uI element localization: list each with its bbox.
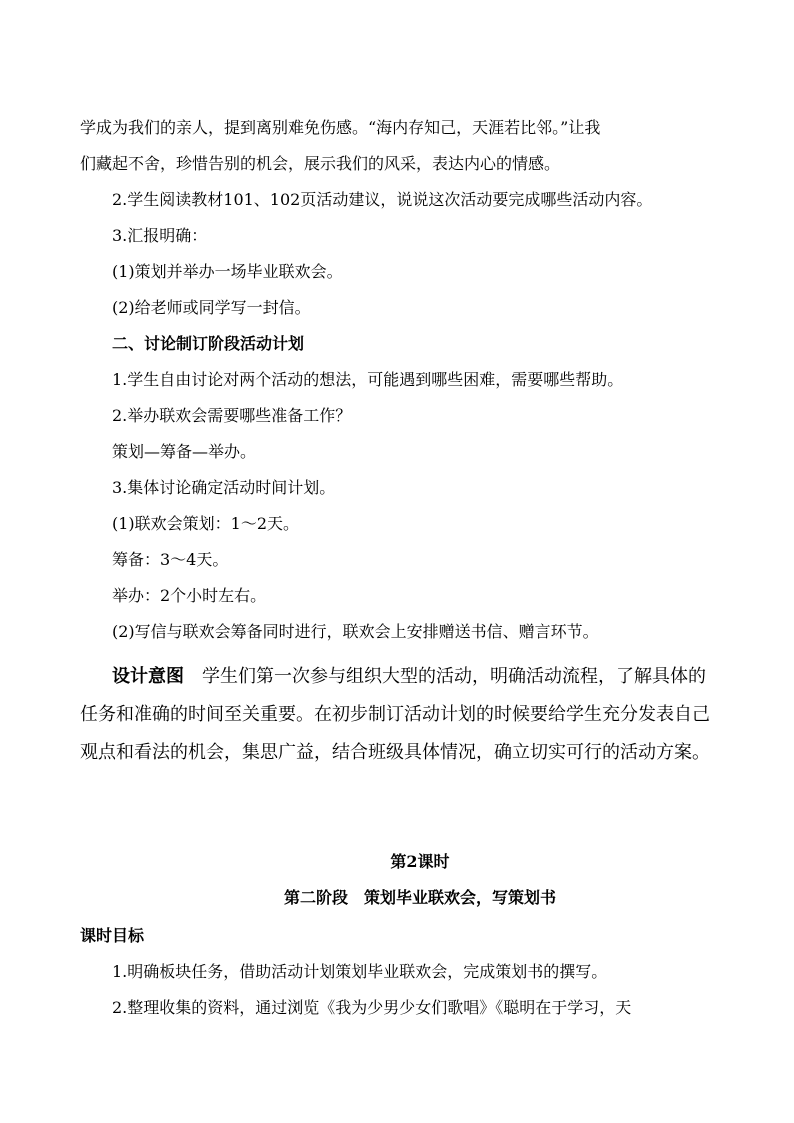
objectives-heading: 课时目标 [80, 926, 145, 945]
design-intent-label: 设计意图 [112, 666, 184, 687]
lesson-subtitle: 第二阶段 策划毕业联欢会，写策划书 [283, 888, 556, 907]
list-item: 3.集体讨论确定活动时间计划。 [112, 478, 336, 497]
list-item: 1.学生自由讨论对两个活动的想法，可能遇到哪些困难，需要哪些帮助。 [112, 370, 624, 389]
paragraph-line: 们藏起不舍，珍惜告别的机会，展示我们的风采，表达内心的情感。 [80, 154, 561, 173]
list-item: (2)写信与联欢会筹备同时进行，联欢会上安排赠送书信、赠言环节。 [112, 622, 599, 641]
list-item: (1)联欢会策划：1～2天。 [112, 514, 300, 533]
list-item: 2.学生阅读教材101、102页活动建议，说说这次活动要完成哪些活动内容。 [112, 190, 653, 209]
lesson-title: 第2课时 [390, 852, 450, 871]
objective-item: 1.明确板块任务，借助活动计划策划毕业联欢会，完成策划书的撰写。 [112, 962, 608, 981]
design-intent-block [80, 658, 720, 772]
section-heading: 二、讨论制订阶段活动计划 [112, 334, 305, 353]
list-item: 筹备：3～4天。 [112, 550, 229, 569]
paragraph-line: 学成为我们的亲人，提到离别难免伤感。“海内存知己，天涯若比邻。”让我 [80, 118, 601, 137]
list-item: 2.举办联欢会需要哪些准备工作？ [112, 406, 352, 425]
list-item: (2)给老师或同学写一封信。 [112, 298, 311, 317]
list-item: 3.汇报明确： [112, 226, 208, 245]
design-intent-text: 学生们第一次参与组织大型的活动，明确活动流程，了解具体的任务和准确的时间至关重要。在初步制订活动计划的时候要给学生充分发表自己观点和看法的机会，集思广益，结合班级具体情况，确立切实可行的活动方案。 [80, 666, 710, 763]
objective-item: 2.整理收集的资料，通过浏览《我为少男少女们歌唱》《聪明在于学习，天 [112, 998, 632, 1017]
list-item: (1)策划并举办一场毕业联欢会。 [112, 262, 343, 281]
list-item: 举办：2个小时左右。 [112, 586, 267, 605]
paragraph-line: 策划—筹备—举办。 [112, 442, 257, 461]
